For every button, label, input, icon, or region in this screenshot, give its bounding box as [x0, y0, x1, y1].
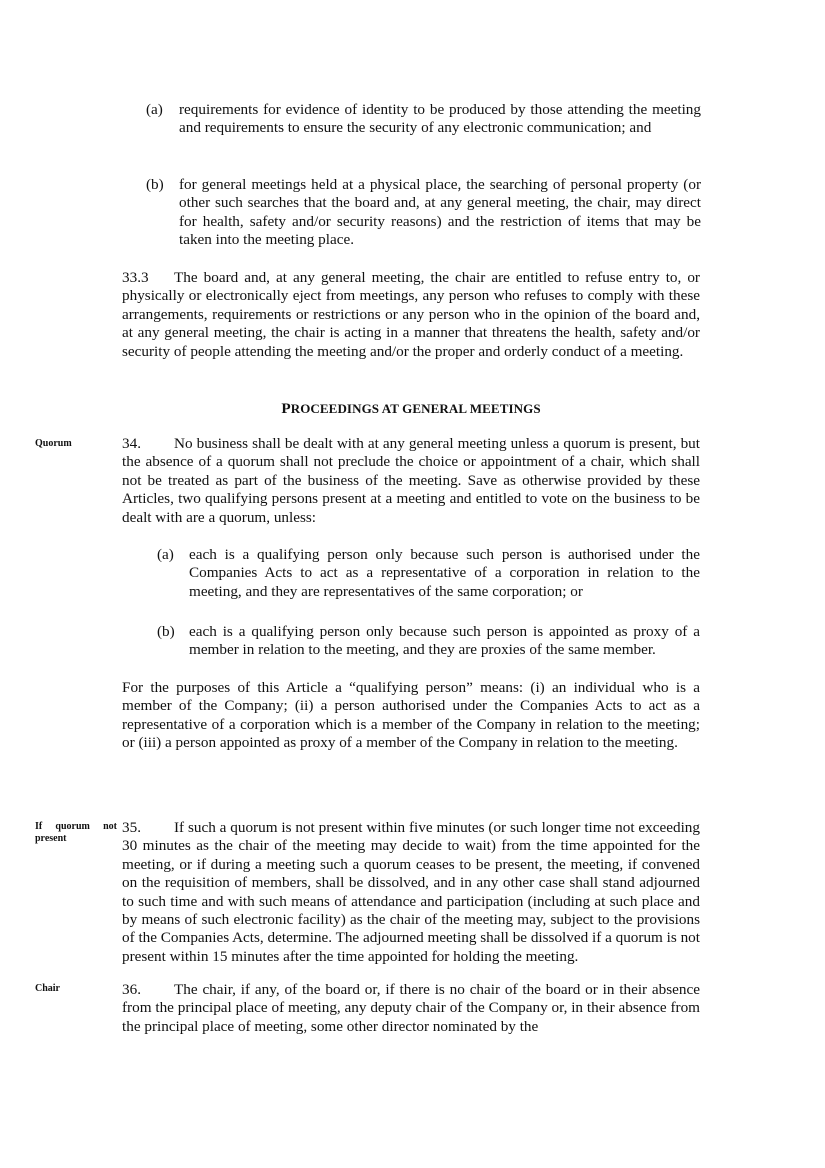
- list-item: [146, 176, 701, 251]
- article-34: [122, 435, 700, 527]
- section-heading: [122, 400, 700, 418]
- article-number: 36.: [122, 981, 141, 998]
- item-text: each is a qualifying person only because such person is authorised under the Companies Acts to act as a representative of a corporation in relation to the meeting, and they are representatives of the same corporation; or: [189, 546, 700, 600]
- list-item: [157, 623, 700, 661]
- article-36: [122, 981, 700, 1036]
- margin-note-chair: Chair: [35, 983, 60, 994]
- heading-rest: ROCEEDINGS AT GENERAL MEETINGS: [290, 401, 541, 416]
- list-item: [157, 546, 700, 602]
- margin-note-quorum: Quorum: [35, 438, 72, 449]
- heading-initial: P: [281, 400, 291, 417]
- article-text: No business shall be dealt with at any general meeting unless a quorum is present, but the absence of a quorum shall not preclude the choice or appointment of a chair, which shall not be treated as part of the business of the meeting. Save as otherwise provided by these Articles, two qualifying persons present at a meeting and entitled to vote on the business to be dealt with are a quorum, unless:: [122, 435, 700, 526]
- margin-note-line: present: [35, 832, 67, 844]
- item-text: each is a qualifying person only because such person is appointed as proxy of a member in relation to the meeting, and they are proxies of the same member.: [189, 623, 700, 659]
- article-34-closing: For the purposes of this Article a “qualifying person” means: (i) an individual who is a member of the Company; (ii) a person authorised under the Companies Acts to act as a representative of a corporation which is a member of the Company in relation to the meeting; or (iii) a person appointed as proxy of a member of the Company in relation to the meeting.: [122, 679, 700, 752]
- item-text: for general meetings held at a physical place, the searching of personal property (or other such searches that the board and, at any general meeting, the chair, may direct for health, safety and/or security reasons) and the restriction of items that may be taken into the meeting place.: [179, 176, 701, 249]
- article-text: The chair, if any, of the board or, if there is no chair of the board or in their absence from the principal place of meeting, any deputy chair of the Company or, in their absence from the principal place of meeting, some other director nominated by the: [122, 981, 700, 1035]
- item-label: (a): [157, 546, 174, 563]
- item-text: requirements for evidence of identity to be produced by those attending the meeting and requirements to ensure the security of any electronic communication; and: [179, 101, 701, 137]
- margin-note-if-quorum-not-present: [35, 821, 117, 844]
- item-label: (b): [157, 623, 175, 640]
- margin-note-line: If quorum not: [35, 821, 117, 832]
- item-label: (b): [146, 176, 164, 193]
- article-number: 34.: [122, 435, 141, 452]
- paragraph-text: The board and, at any general meeting, the chair are entitled to refuse entry to, or physically or electronically eject from meetings, any person who refuses to comply with these arrangements, requirements or restrictions or any person who in the opinion of the board and, at any general meeting, the chair is acting in a manner that threatens the health, safety and/or security of people attending the meeting and/or the proper and orderly conduct of a meeting.: [122, 269, 700, 360]
- paragraph-number: 33.3: [122, 269, 149, 286]
- list-item: [146, 101, 701, 157]
- article-text: If such a quorum is not present within five minutes (or such longer time not exceeding 30 minutes as the chair of the meeting may decide to wait) from the time appointed for the meeting, or if during a meeting such a quorum ceases to be present, the meeting, if convened on the requisition of members, shall be dissolved, and in any other case shall stand adjourned to such time and with such means of attendance and participation (including at such place and by means of such electronic facility) as the chair of the meeting may, subject to the provisions of the Companies Acts, determine. The adjourned meeting shall be dissolved if a quorum is not present within 15 minutes after the time appointed for holding the meeting.: [122, 819, 700, 965]
- article-35: [122, 819, 700, 966]
- article-number: 35.: [122, 819, 141, 836]
- item-label: (a): [146, 101, 163, 118]
- paragraph-33-3: [122, 269, 700, 361]
